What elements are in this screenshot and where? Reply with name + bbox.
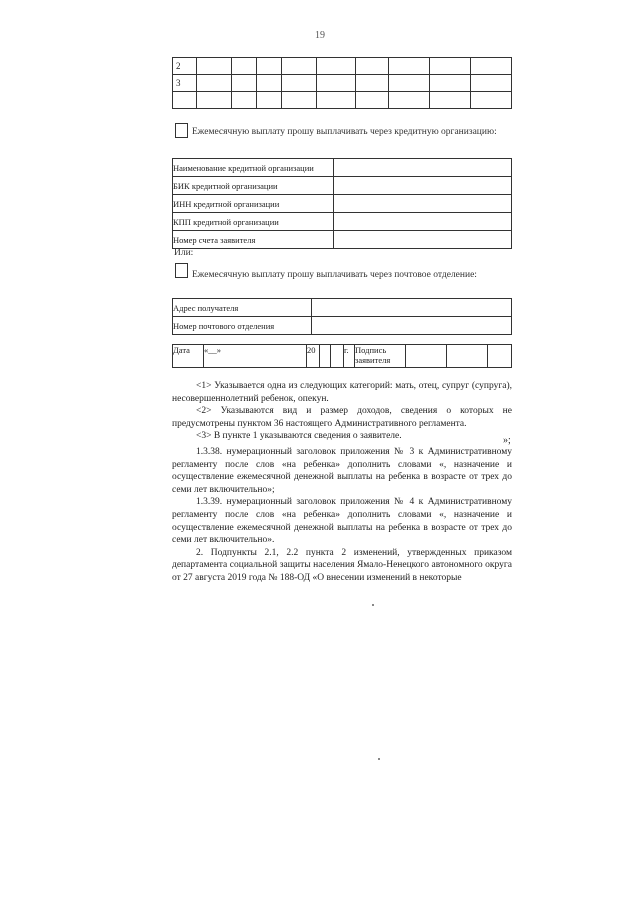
- footnotes: [172, 380, 512, 443]
- table-row: [173, 213, 512, 231]
- credit-field-label: БИК кредитной организации: [173, 177, 334, 195]
- signature-field[interactable]: [406, 345, 447, 368]
- post-option-label: Ежемесячную выплату прошу выплачивать через почтовое отделение:: [192, 270, 477, 280]
- date-year-prefix: 20: [307, 345, 320, 368]
- credit-field-value[interactable]: [334, 195, 512, 213]
- page-number: 19: [315, 30, 325, 41]
- post-option-checkbox[interactable]: [175, 263, 188, 278]
- credit-organization-table: [172, 158, 512, 249]
- date-label: Дата: [173, 345, 204, 368]
- date-year-blank: [331, 345, 344, 368]
- table-row: [173, 345, 512, 368]
- footnote: <2> Указываются вид и размер доходов, сведения о которых не предусмотрены пунктом 36 настоящего Административного регламента.: [172, 406, 512, 429]
- credit-option-checkbox[interactable]: [175, 123, 188, 138]
- post-field-label: Адрес получателя: [173, 299, 312, 317]
- or-label: Или:: [174, 248, 194, 258]
- credit-field-label: Номер счета заявителя: [173, 231, 334, 249]
- table-row: [173, 231, 512, 249]
- signature-label: Подпись заявителя: [355, 345, 406, 368]
- row-number: [173, 92, 197, 109]
- credit-field-value[interactable]: [334, 213, 512, 231]
- scan-speck: [372, 604, 374, 606]
- paragraph: 2. Подпункты 2.1, 2.2 пункта 2 изменений, утвержденных приказом департамента социальной защиты населения Ямало-Ненецкого автономного округа от 27 августа 2019 года № 188-ОД «О внесении изменений в некоторые: [172, 547, 512, 583]
- date-year-field[interactable]: [320, 345, 331, 368]
- row-number: 3: [173, 75, 197, 92]
- amendment-text: [172, 446, 512, 585]
- date-day-field[interactable]: «__»: [204, 345, 307, 368]
- row-number: 2: [173, 58, 197, 75]
- table-row: [173, 299, 512, 317]
- credit-field-value[interactable]: [334, 231, 512, 249]
- date-year-suffix: г.: [344, 345, 355, 368]
- table-row: [173, 75, 512, 92]
- footnote: <1> Указывается одна из следующих категорий: мать, отец, супруг (супруга), несовершеннолетний ребенок, опекун.: [172, 381, 512, 404]
- table-row: [173, 58, 512, 75]
- table-row: [173, 159, 512, 177]
- date-signature-table: [172, 344, 512, 368]
- credit-field-value[interactable]: [334, 177, 512, 195]
- table-row: [173, 195, 512, 213]
- post-field-value[interactable]: [312, 299, 512, 317]
- credit-field-value[interactable]: [334, 159, 512, 177]
- credit-field-label: КПП кредитной организации: [173, 213, 334, 231]
- table-row: [173, 317, 512, 335]
- table-row: [173, 92, 512, 109]
- credit-option-label: Ежемесячную выплату прошу выплачивать через кредитную организацию:: [192, 127, 497, 137]
- credit-field-label: Наименование кредитной организации: [173, 159, 334, 177]
- paragraph: 1.3.38. нумерационный заголовок приложения № 3 к Административному регламенту после слов «на ребенка» дополнить словами «, назначение и осуществление ежемесячной денежной выплаты на ребенка в возрасте от трех до семи лет включительно»;: [172, 447, 512, 495]
- post-field-label: Номер почтового отделения: [173, 317, 312, 335]
- footnote: <3> В пункте 1 указываются сведения о заявителе.: [196, 431, 402, 442]
- scan-speck: [378, 758, 380, 760]
- table-top-fragment: [172, 57, 512, 109]
- table-row: [173, 177, 512, 195]
- post-office-table: [172, 298, 512, 335]
- paragraph: 1.3.39. нумерационный заголовок приложения № 4 к Административному регламенту после слов «на ребенка» дополнить словами «, назначение и осуществление ежемесячной денежной выплаты на ребенка в возрасте от трех до семи лет включительно».: [172, 497, 512, 546]
- closing-quote-mark: »;: [503, 435, 511, 446]
- credit-field-label: ИНН кредитной организации: [173, 195, 334, 213]
- post-field-value[interactable]: [312, 317, 512, 335]
